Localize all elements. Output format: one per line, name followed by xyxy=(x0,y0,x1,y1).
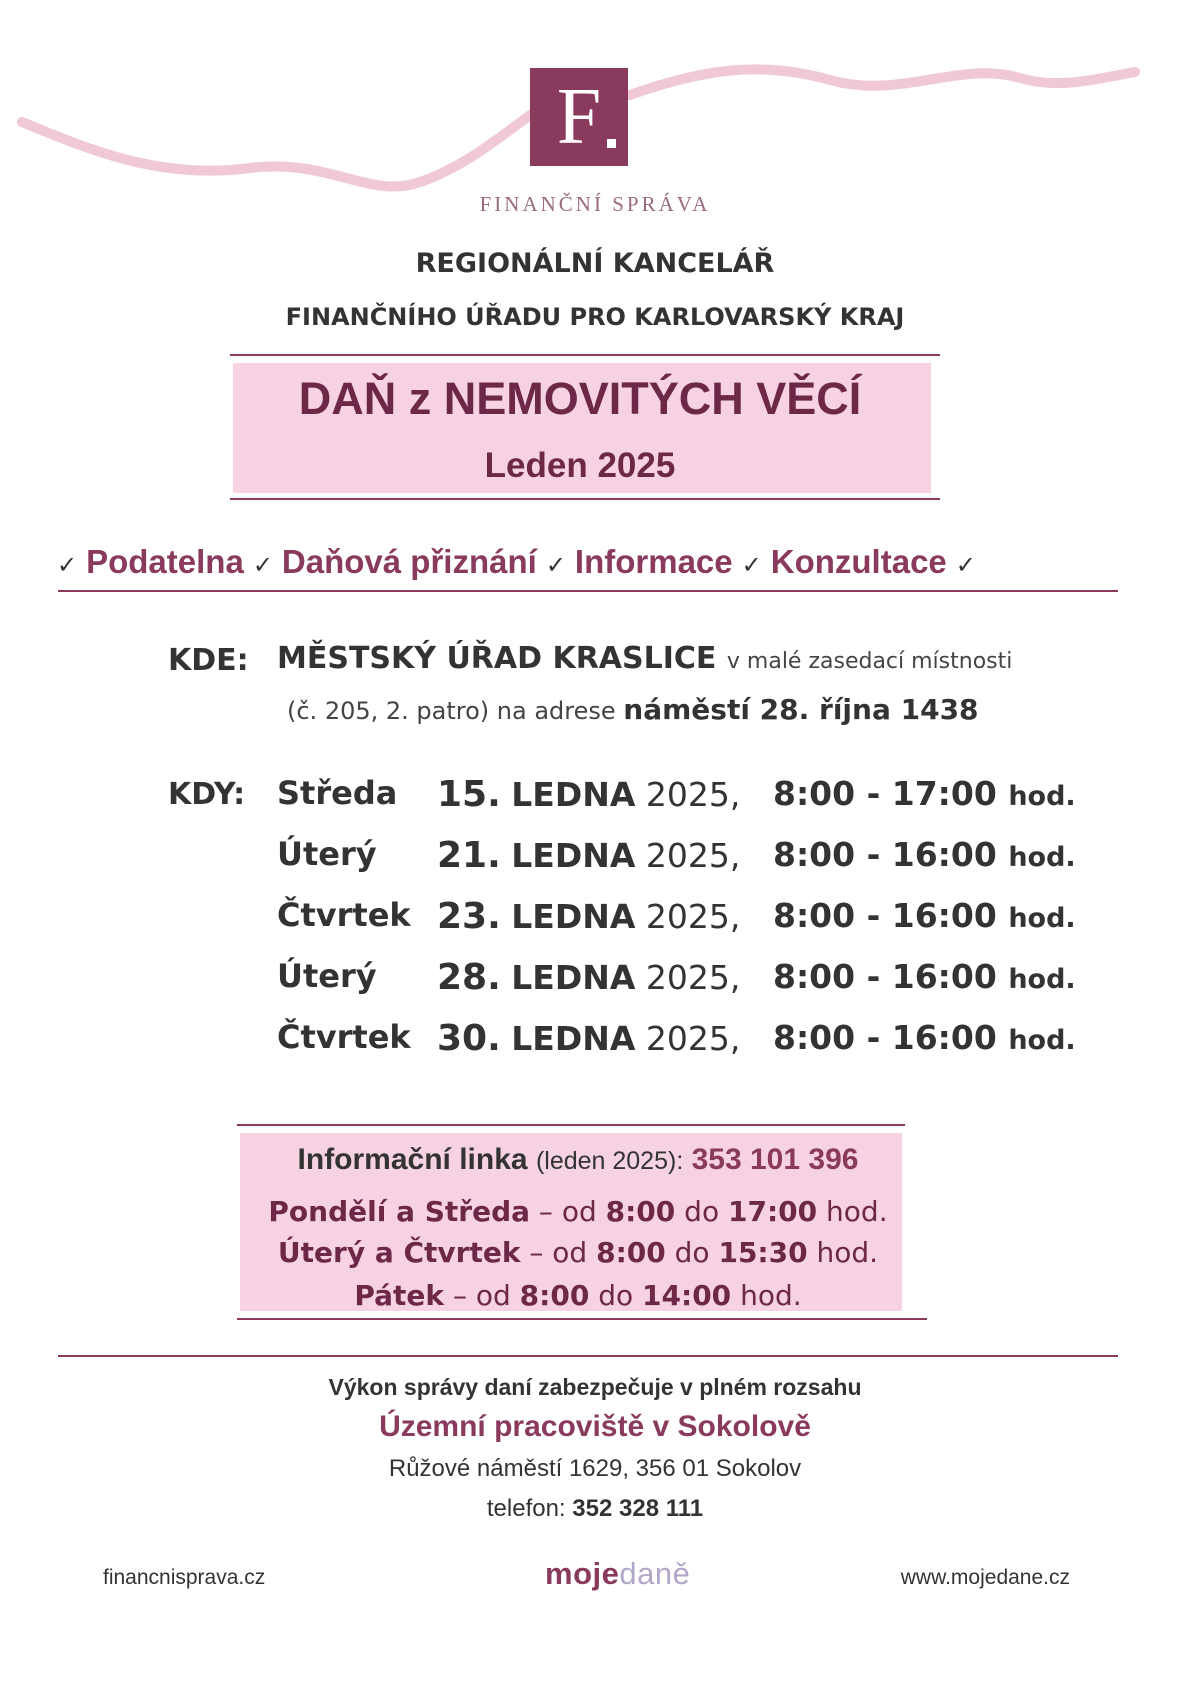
info-days: Pátek xyxy=(354,1279,445,1312)
info-unit: hod. xyxy=(731,1279,802,1312)
schedule-time xyxy=(773,774,1076,813)
date-month: LEDNA xyxy=(511,836,636,875)
check-icon: ✓ xyxy=(252,552,273,579)
where-place: MĚSTSKÝ ÚŘAD KRASLICE xyxy=(277,641,717,676)
services-row xyxy=(48,543,1138,581)
info-from-time: 8:00 xyxy=(596,1236,666,1269)
info-phone: 353 101 396 xyxy=(691,1143,859,1176)
schedule-day: Středa xyxy=(277,774,398,812)
services-underline xyxy=(58,590,1118,592)
service-item: Podatelna xyxy=(86,543,244,580)
info-hours-line xyxy=(238,1236,918,1269)
schedule-date xyxy=(437,896,740,937)
info-hours-line xyxy=(238,1195,918,1228)
where-room-note: v malé zasedací místnosti xyxy=(726,649,1013,674)
info-to-text: do xyxy=(665,1236,719,1269)
info-from-time: 8:00 xyxy=(605,1195,676,1228)
phone-label: telefon: xyxy=(486,1495,573,1522)
date-month: LEDNA xyxy=(511,1019,636,1058)
date-month: LEDNA xyxy=(511,775,636,814)
date-number: 28. xyxy=(437,957,501,998)
time-range: 8:00 - 16:00 xyxy=(773,835,997,874)
where-address: náměstí 28. října 1438 xyxy=(623,693,979,726)
phone-number: 352 328 111 xyxy=(572,1495,704,1522)
date-month: LEDNA xyxy=(511,897,636,936)
info-top-rule xyxy=(237,1124,905,1126)
tax-period: Leden 2025 xyxy=(484,446,676,485)
schedule-time xyxy=(773,896,1076,935)
info-from-text: – od xyxy=(520,1236,597,1269)
date-year: 2025, xyxy=(645,775,741,814)
time-unit: hod. xyxy=(1008,842,1076,873)
schedule-date xyxy=(437,835,740,876)
check-icon: ✓ xyxy=(955,552,976,579)
info-bottom-rule xyxy=(237,1318,927,1320)
office-title-line1: REGIONÁLNÍ KANCELÁŘ xyxy=(415,248,775,279)
check-icon: ✓ xyxy=(741,552,762,579)
mojedane-logo xyxy=(545,1556,690,1592)
time-range: 8:00 - 16:00 xyxy=(773,1018,997,1057)
date-number: 15. xyxy=(437,774,501,815)
info-hours-line xyxy=(238,1279,918,1312)
date-number: 23. xyxy=(437,896,501,937)
schedule-time xyxy=(773,957,1076,996)
info-from-time: 8:00 xyxy=(519,1279,590,1312)
mojedane-link[interactable]: www.mojedane.cz xyxy=(900,1566,1070,1589)
logo-moje: moje xyxy=(545,1556,620,1591)
schedule-day: Úterý xyxy=(277,835,377,873)
info-days: Pondělí a Středa xyxy=(268,1195,531,1228)
schedule-day: Čtvrtek xyxy=(277,1018,411,1056)
logo-dot xyxy=(607,139,616,148)
date-year: 2025, xyxy=(645,958,741,997)
info-days: Úterý a Čtvrtek xyxy=(277,1236,521,1269)
logo-dane: daně xyxy=(619,1556,691,1591)
time-range: 8:00 - 16:00 xyxy=(773,896,997,935)
performance-note: Výkon správy daní zabezpečuje v plném rozsahu xyxy=(328,1374,862,1400)
when-label: KDY: xyxy=(168,777,246,812)
schedule-date xyxy=(437,1018,740,1059)
workplace-address: Růžové náměstí 1629, 356 01 Sokolov xyxy=(388,1455,802,1482)
info-to-time: 17:00 xyxy=(728,1195,818,1228)
schedule-date xyxy=(437,774,740,815)
schedule-day: Úterý xyxy=(277,957,377,995)
financni-sprava-logo xyxy=(530,68,628,166)
schedule-time xyxy=(773,835,1076,874)
time-unit: hod. xyxy=(1008,964,1076,995)
info-from-text: – od xyxy=(444,1279,520,1312)
service-item: Daňová přiznání xyxy=(281,543,537,580)
banner-top-rule xyxy=(230,354,940,356)
check-icon: ✓ xyxy=(57,552,78,579)
where-address-line xyxy=(287,693,979,726)
time-range: 8:00 - 16:00 xyxy=(773,957,997,996)
info-to-text: do xyxy=(589,1279,643,1312)
info-to-time: 15:30 xyxy=(718,1236,808,1269)
where-label: KDE: xyxy=(168,643,249,678)
date-number: 30. xyxy=(437,1018,501,1059)
schedule-time xyxy=(773,1018,1076,1057)
time-unit: hod. xyxy=(1008,1025,1076,1056)
office-title-line2: FINANČNÍHO ÚŘADU PRO KARLOVARSKÝ KRAJ xyxy=(285,303,905,331)
where-addr-prefix: (č. 205, 2. patro) na adrese xyxy=(287,697,616,725)
info-line-heading xyxy=(238,1143,918,1177)
financnisprava-link[interactable]: financnisprava.cz xyxy=(103,1566,266,1589)
where-place-line xyxy=(277,641,1012,676)
info-from-text: – od xyxy=(530,1195,606,1228)
service-item: Informace xyxy=(574,543,733,580)
date-month: LEDNA xyxy=(511,958,636,997)
date-year: 2025, xyxy=(645,1019,741,1058)
banner-bottom-rule xyxy=(230,498,940,500)
service-item: Konzultace xyxy=(770,543,947,580)
schedule-date xyxy=(437,957,740,998)
workplace-name: Územní pracoviště v Sokolově xyxy=(379,1410,811,1443)
info-unit: hod. xyxy=(817,1195,888,1228)
brand-name: FINANČNÍ SPRÁVA xyxy=(479,192,711,216)
time-unit: hod. xyxy=(1008,781,1076,812)
date-number: 21. xyxy=(437,835,501,876)
time-range: 8:00 - 17:00 xyxy=(773,774,997,813)
info-to-text: do xyxy=(675,1195,728,1228)
date-year: 2025, xyxy=(645,836,741,875)
time-unit: hod. xyxy=(1008,903,1076,934)
info-to-time: 14:00 xyxy=(642,1279,732,1312)
info-period: (leden 2025): xyxy=(535,1147,684,1175)
logo-letter: F xyxy=(556,73,602,161)
info-label: Informační linka xyxy=(297,1143,528,1176)
footer-rule xyxy=(58,1355,1118,1357)
tax-title: DAŇ z NEMOVITÝCH VĚCÍ xyxy=(298,373,862,424)
info-unit: hod. xyxy=(807,1236,879,1269)
workplace-phone xyxy=(0,1495,1190,1523)
date-year: 2025, xyxy=(645,897,741,936)
schedule-day: Čtvrtek xyxy=(277,896,411,934)
check-icon: ✓ xyxy=(545,552,566,579)
